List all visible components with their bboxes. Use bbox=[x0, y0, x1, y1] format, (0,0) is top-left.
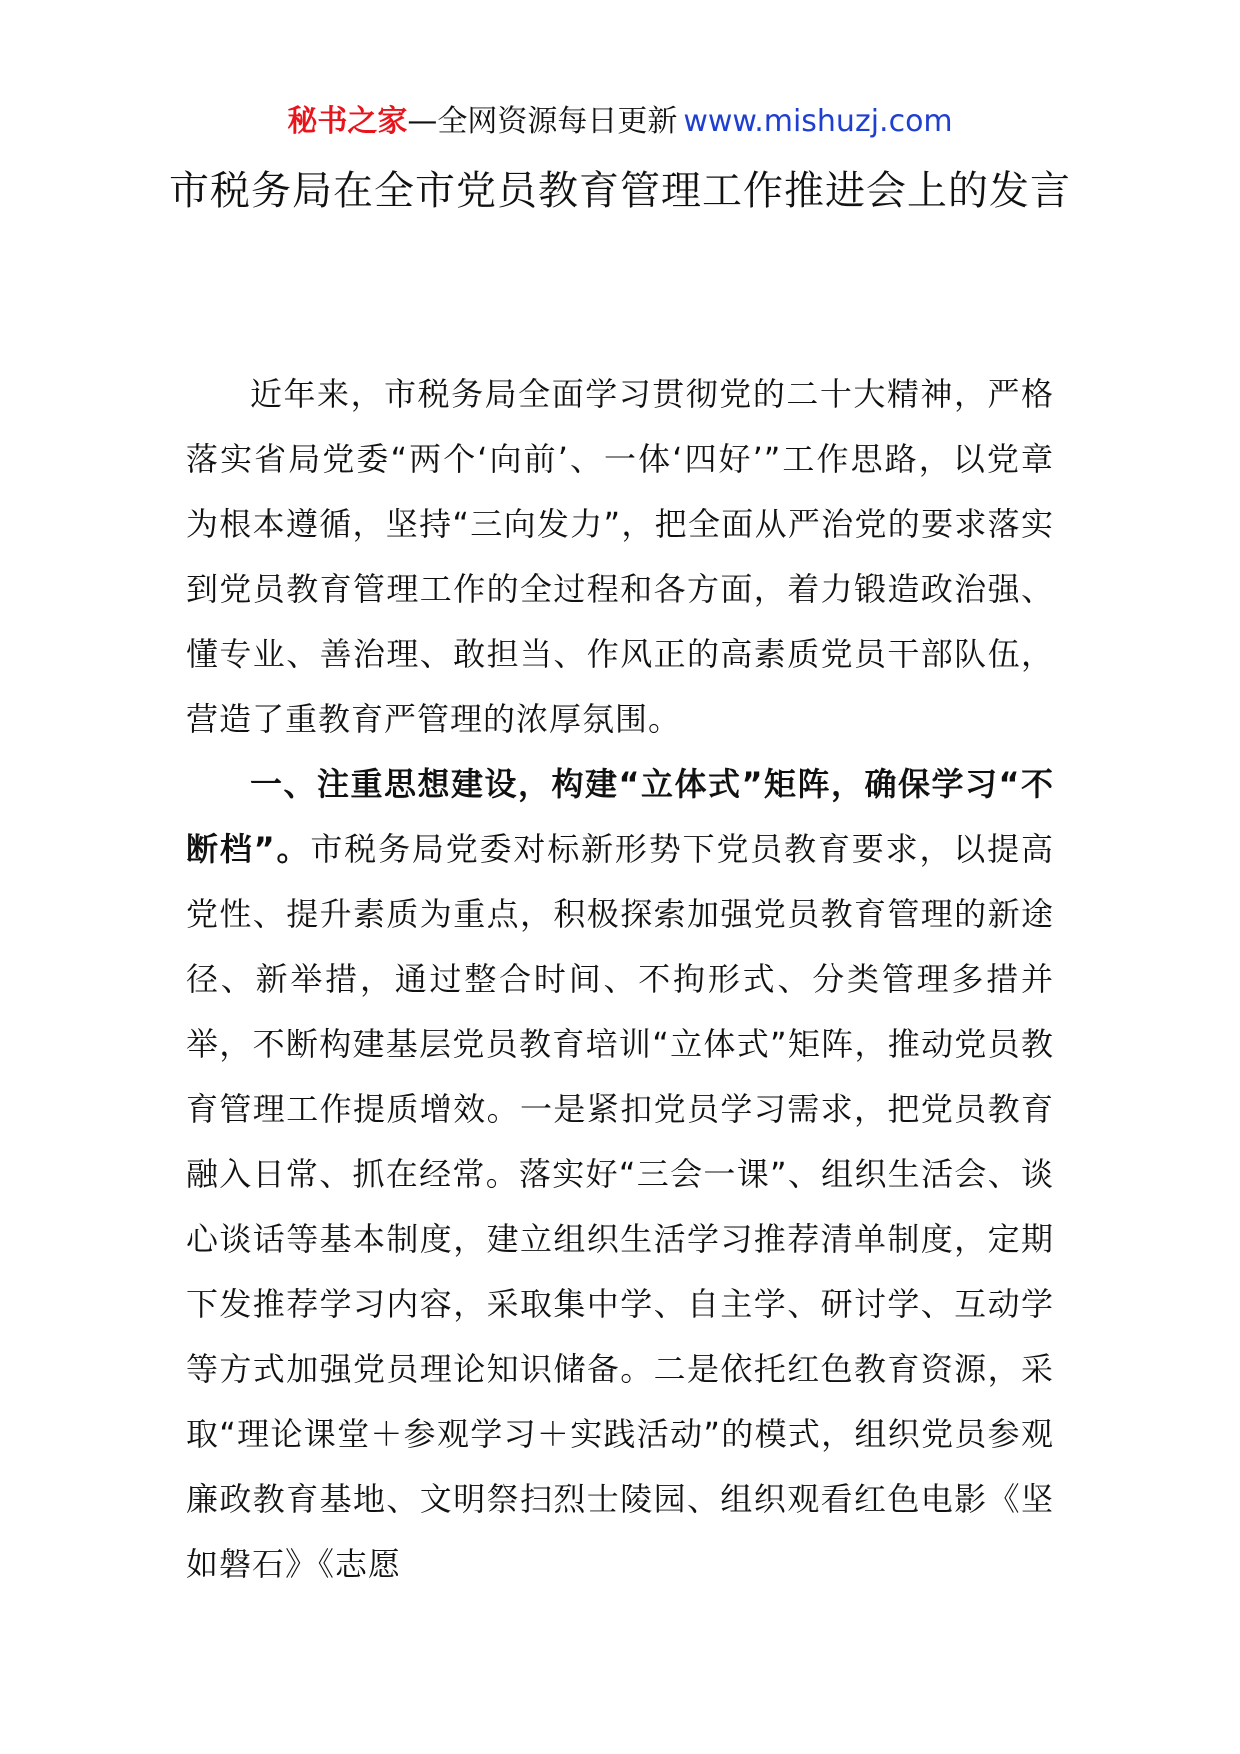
section-paragraph-text: 市税务局党委对标新形势下党员教育要求，以提高党性、提升素质为重点，积极探索加强党员教育管理的新途径、新举措，通过整合时间、不拘形式、分类管理多措并举，不断构建基层党员教育培训“立体式”矩阵，推动党员教育管理工作提质增效。一是紧扣党员学习需求，把党员教育融入日常、抓在经常。落实好“三会一课”、组织生活会、谈心谈话等基本制度，建立组织生活学习推荐清单制度，定期下发推荐学习内容，采取集中学、自主学、研讨学、互动学等方式加强党员理论知识储备。二是依托红色教育资源，采取“理论课堂＋参观学习＋实践活动”的模式，组织党员参观廉政教育基地、文明祭扫烈士陵园、组织观看红色电影《坚如磐石》《志愿 bbox=[186, 830, 1054, 1583]
site-brand: 秘书之家 bbox=[287, 104, 408, 139]
document-title: 市税务局在全市党员教育管理工作推进会上的发言 bbox=[169, 168, 1071, 214]
intro-paragraph bbox=[186, 362, 1054, 752]
intro-paragraph-text: 近年来，市税务局全面学习贯彻党的二十大精神，严格落实省局党委“两个‘向前’、一体‘四好’”工作思路，以党章为根本遵循，坚持“三向发力”，把全面从严治党的要求落实到党员教育管理工作的全过程和各方面，着力锻造政治强、懂专业、善治理、敢担当、作风正的高素质党员干部队伍，营造了重教育严管理的浓厚氛围。 bbox=[186, 375, 1054, 738]
site-url-link[interactable]: www.mishuzj.com bbox=[683, 104, 953, 139]
site-tagline: —全网资源每日更新 bbox=[407, 104, 678, 139]
document-body bbox=[186, 362, 1054, 1597]
section-heading: 一、注重思想建设，构建“立体式”矩阵，确保学习“不断档”。 bbox=[186, 765, 1054, 868]
section-paragraph bbox=[186, 752, 1054, 1597]
site-header bbox=[0, 100, 1240, 144]
